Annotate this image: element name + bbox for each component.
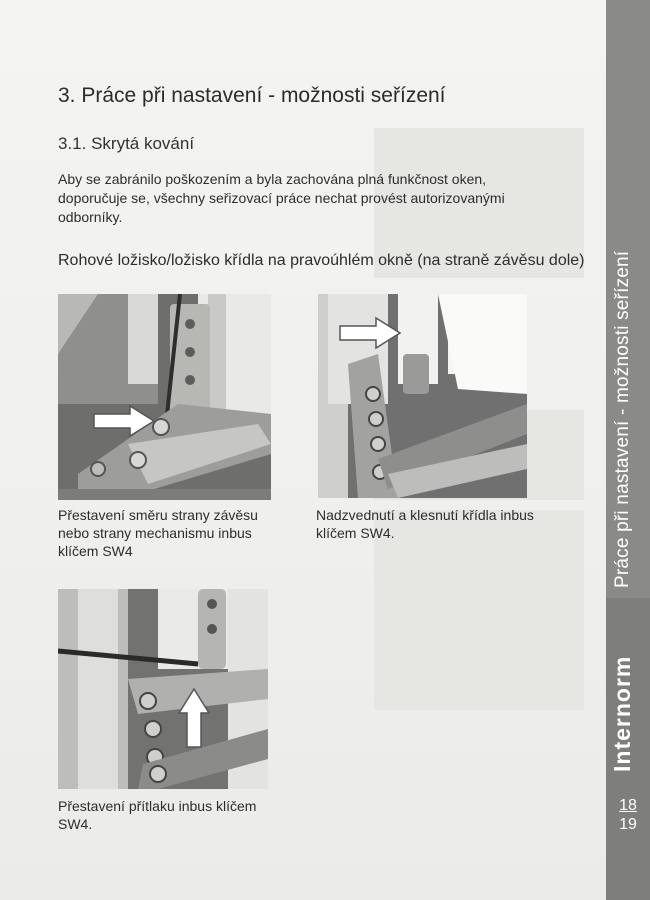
right-arrow-icon: [338, 316, 402, 350]
photo-sash-lift: [318, 294, 527, 498]
page-number-next: 19: [619, 816, 637, 833]
section-title: 3.1. Skrytá kování: [58, 134, 195, 153]
photo-contact-pressure: [58, 589, 268, 789]
up-arrow-icon: [176, 687, 212, 749]
brand-logo: Internorm: [609, 655, 635, 772]
figure-caption: Nadzvednutí a klesnutí křídla inbus klíčem SW4.: [316, 507, 534, 541]
page-number-current: 18: [619, 797, 637, 814]
figure-caption: Přestavení přítlaku inbus klíčem SW4.: [58, 798, 257, 832]
right-arrow-icon: [92, 404, 156, 438]
sidebar-section-title: Práce při nastavení - možnosti seřízení: [612, 250, 633, 588]
page-title: 3. Práce při nastavení - možnosti seřízení: [58, 84, 446, 107]
intro-paragraph: Aby se zabránilo poškozením a byla zachována plná funkčnost oken, doporučuje se, všechny seřizovací práce nechat provést autorizovanými odborníky.: [58, 171, 505, 225]
section-label: Rohové ložisko/ložisko křídla na pravoúhlém okně (na straně závěsu dole): [58, 252, 585, 269]
photo-hinge-side-adjustment: [58, 294, 271, 500]
figure-caption: Přestavení směru strany závěsu nebo strany mechanismu inbus klíčem SW4: [58, 507, 258, 559]
